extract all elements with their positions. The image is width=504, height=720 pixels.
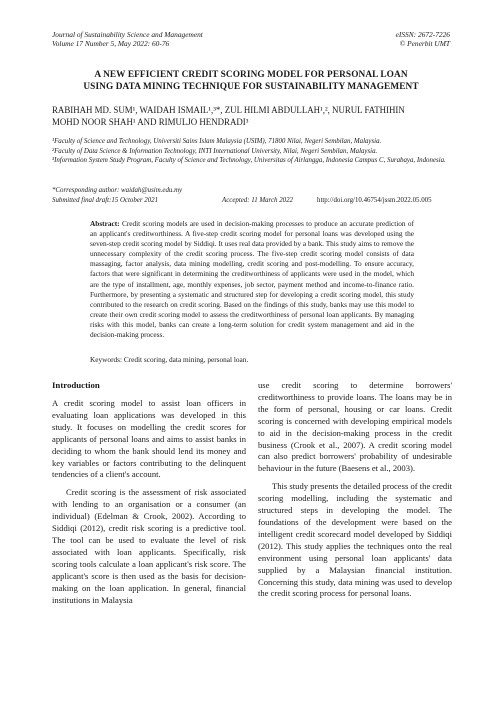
submitted-date: Submitted final draft:15 October 2021: [52, 196, 159, 204]
corresponding-author: *Corresponding author: waidah@usim.edu.my: [52, 187, 183, 194]
dates-row: [52, 196, 452, 206]
body-paragraph: Credit scoring is the assessment of risk associated with lending to an organisation or a consumer (an individual) (Edelman & Crook, 2002). According to Siddiqi (2012), credit risk scoring is a predictive tool. The tool can be used to evaluate the level of risk associated with loan applicants. Specifically, risk scoring tools calculate a loan applicant's risk score. The applicant's score is then used as the basis for decision-making on the loan application. In general, financial institutions in Malaysia: [52, 487, 246, 605]
abstract-label: Abstract:: [90, 219, 120, 228]
affiliation-3: ³Information System Study Program, Faculty of Science and Technology, Universitas of Airlangga, Indonesia Campus C, Surabaya, Indonesia.: [52, 157, 446, 165]
journal-header: [52, 30, 203, 48]
right-column: [258, 380, 452, 606]
issn-header: [396, 30, 450, 48]
abstract-text: Credit scoring models are used in decision-making processes to produce an accurate prediction of an applicant's creditworthiness. A five-step credit scoring model for personal loans was developed using the seven-step credit scoring model by Siddiqi. It uses real data provided by a bank. This study aims to remove the unnecessary complexity of the credit scoring process. The five-step credit scoring model consists of data massaging, factor analysis, data mining modelling, credit scoring and post-modelling. To ensure accuracy, factors that were significant in determining the creditworthiness of applicants were used in the model, which are the type of installment, age, monthly expenses, job sector, payment method and income-to-finance ratio. Furthermore, by presenting a systematic and structured step for developing a credit scoring model, this study contributed to the research on credit scoring. Based on the findings of this study, banks may use this model to create their own credit scoring model to assess the creditworthiness of personal loan applicants. By managing risks with this model, banks can create a long-term solution for credit system management and aid in the decision-making process.: [90, 219, 414, 340]
journal-volume: Volume 17 Number 5, May 2022: 60-76: [52, 39, 170, 48]
copyright: © Penerbit UMT: [399, 39, 450, 48]
paper-title: [52, 70, 450, 93]
keywords: Keywords: Credit scoring, data mining, personal loan.: [90, 355, 249, 364]
section-heading-introduction: Introduction: [52, 380, 100, 390]
journal-name: Journal of Sustainability Science and Management: [52, 30, 203, 39]
affiliation-1: ¹Faculty of Science and Technology, Universiti Sains Islam Malaysia (USIM), 71800 Nilai, Negeri Sembilan, Malaysia.: [52, 138, 382, 145]
authors-line-2: MOHD NOOR SHAH¹ AND RIMULJO HENDRADI³: [52, 117, 249, 127]
body-paragraph: This study presents the detailed process of the credit scoring modelling, including the systematic and structured steps in developing the model. The foundations of the development were based on the intelligent credit scorecard model developed by Siddiqi (2012). This study applies the techniques onto the real environment using personal loan applicants' data supplied by a Malaysian financial institution. Concerning this study, data mining was used to develop the credit scoring process for personal loans.: [258, 481, 452, 599]
author-list: [52, 104, 452, 128]
title-line-1: A NEW EFFICIENT CREDIT SCORING MODEL FOR PERSONAL LOAN: [94, 70, 408, 80]
affiliation-2: ²Faculty of Data Science & Information Technology, INTI International University, Nilai, Negeri Sembilan, Malaysia.: [52, 147, 378, 155]
left-column: [52, 380, 246, 612]
title-line-2: USING DATA MINING TECHNIQUE FOR SUSTAINABILITY MANAGEMENT: [83, 81, 419, 92]
authors-line-1: RABIHAH MD. SUM¹, WAIDAH ISMAIL¹,³*, ZUL HILMI ABDULLAH¹,², NURUL FATHIHIN: [52, 105, 405, 115]
doi-link[interactable]: http://doi.org/10.46754/jssm.2022.05.005: [317, 196, 432, 204]
body-paragraph: use credit scoring to determine borrowers' creditworthiness to provide loans. The loans may be in the form of personal, housing or car loans. Credit scoring is concerned with developing empirical models to aid in the decision-making process in the credit business (Crook et al., 2007). A credit scoring model can also predict borrowers' probability of undesirable behaviour in the future (Baesens et al., 2003).: [258, 380, 452, 474]
eissn: eISSN: 2672-7226: [395, 30, 450, 39]
accepted-date: Accepted: 11 March 2022: [222, 196, 293, 204]
affiliations: [52, 137, 452, 166]
article-meta: [52, 186, 452, 206]
abstract: [90, 219, 414, 340]
body-paragraph: A credit scoring model to assist loan officers in evaluating loan applications was developed in this study. It focuses on modelling the credit scores for applicants of personal loans and aims to assist banks in deciding to whom the bank should lend its money and key variables or factors contributing to the delinquent tendencies of a client's account.: [52, 398, 246, 480]
